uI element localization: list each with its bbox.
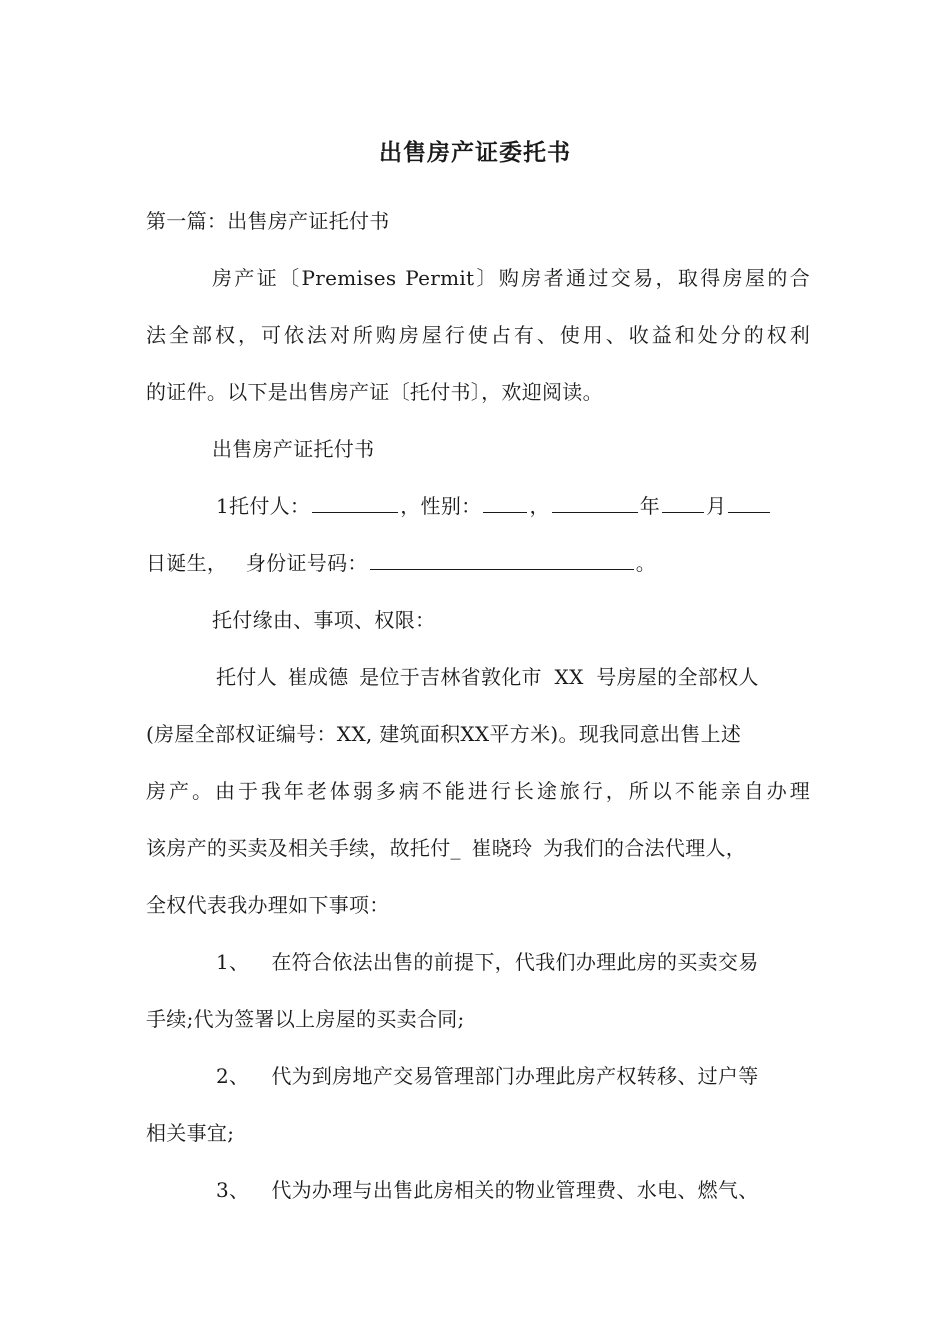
statement-line-1 — [146, 657, 810, 714]
item-text: 代为办理与出售此房相关的物业管理费、水电、燃气、 — [271, 1178, 759, 1202]
item-2-line-2: 相关事宜; — [146, 1121, 235, 1145]
item-number: 1、 — [216, 950, 250, 974]
statement-text: 是位于吉林省敦化市 — [359, 665, 542, 689]
statement-text: 为我们的合法代理人， — [543, 836, 747, 860]
letter-subtitle: 出售房产证托付书 — [212, 437, 375, 461]
id-label: 身份证号码： — [245, 551, 368, 575]
principal-name-blank[interactable] — [312, 486, 398, 513]
intro-line-1: 房产证〔Premises Permit〕购房者通过交易，取得房屋的合 — [212, 266, 810, 290]
principal-label: 1托付人： — [216, 494, 311, 518]
statement-line-5: 全权代表我办理如下事项： — [146, 893, 390, 917]
statement-line-3: 房产。由于我年老体弱多病不能进行长途旅行，所以不能亲自办理 — [146, 779, 810, 803]
statement-text: 号房屋的全部权人 — [596, 665, 759, 689]
statement-text: 托付人 — [216, 665, 277, 689]
item-number: 2、 — [216, 1064, 250, 1088]
item-1-line-2: 手续;代为签署以上房屋的买卖合同; — [146, 1007, 465, 1031]
document-body — [146, 201, 810, 1227]
gender-label: ，性别： — [400, 494, 482, 518]
line-end: 。 — [635, 551, 656, 575]
reason-heading: 托付缘由、事项、权限： — [212, 608, 436, 632]
birth-id-line — [146, 543, 810, 600]
separator: ， — [529, 494, 550, 518]
intro-line-3: 的证件。以下是出售房产证〔托付书〕，欢迎阅读。 — [146, 380, 603, 404]
birth-month-blank[interactable] — [662, 486, 704, 513]
birth-day-blank[interactable] — [728, 486, 770, 513]
item-text: 代为到房地产交易管理部门办理此房产权转移、过户等 — [271, 1064, 759, 1088]
item-text: 在符合依法出售的前提下，代我们办理此房的买卖交易 — [271, 950, 759, 974]
section-heading: 第一篇：出售房产证托付书 — [146, 209, 390, 233]
item-number: 3、 — [216, 1178, 250, 1202]
item-3-line-1 — [146, 1170, 810, 1227]
document-title: 出售房产证委托书 — [379, 140, 571, 166]
month-label: 月 — [706, 494, 727, 518]
principal-form-line — [146, 486, 810, 543]
agent-name: 崔晓玲 — [471, 836, 533, 860]
birth-year-blank[interactable] — [552, 486, 638, 513]
statement-line-4 — [146, 828, 810, 885]
statement-text: 该房产的买卖及相关手续，故托付_ — [146, 836, 461, 860]
gender-blank[interactable] — [483, 486, 527, 513]
year-label: 年 — [639, 494, 661, 518]
principal-name: 崔成德 — [287, 665, 349, 689]
house-number: XX — [554, 665, 584, 689]
statement-line-2: (房屋全部权证编号：XX, 建筑面积XX平方米)。现我同意出售上述 — [146, 722, 742, 746]
id-number-blank[interactable] — [370, 543, 634, 570]
item-2-line-1 — [146, 1056, 810, 1113]
day-born-label: 日诞生， — [146, 551, 228, 575]
item-1-line-1 — [146, 942, 810, 999]
intro-line-2: 法全部权，可依法对所购房屋行使占有、使用、收益和处分的权利 — [146, 323, 810, 347]
